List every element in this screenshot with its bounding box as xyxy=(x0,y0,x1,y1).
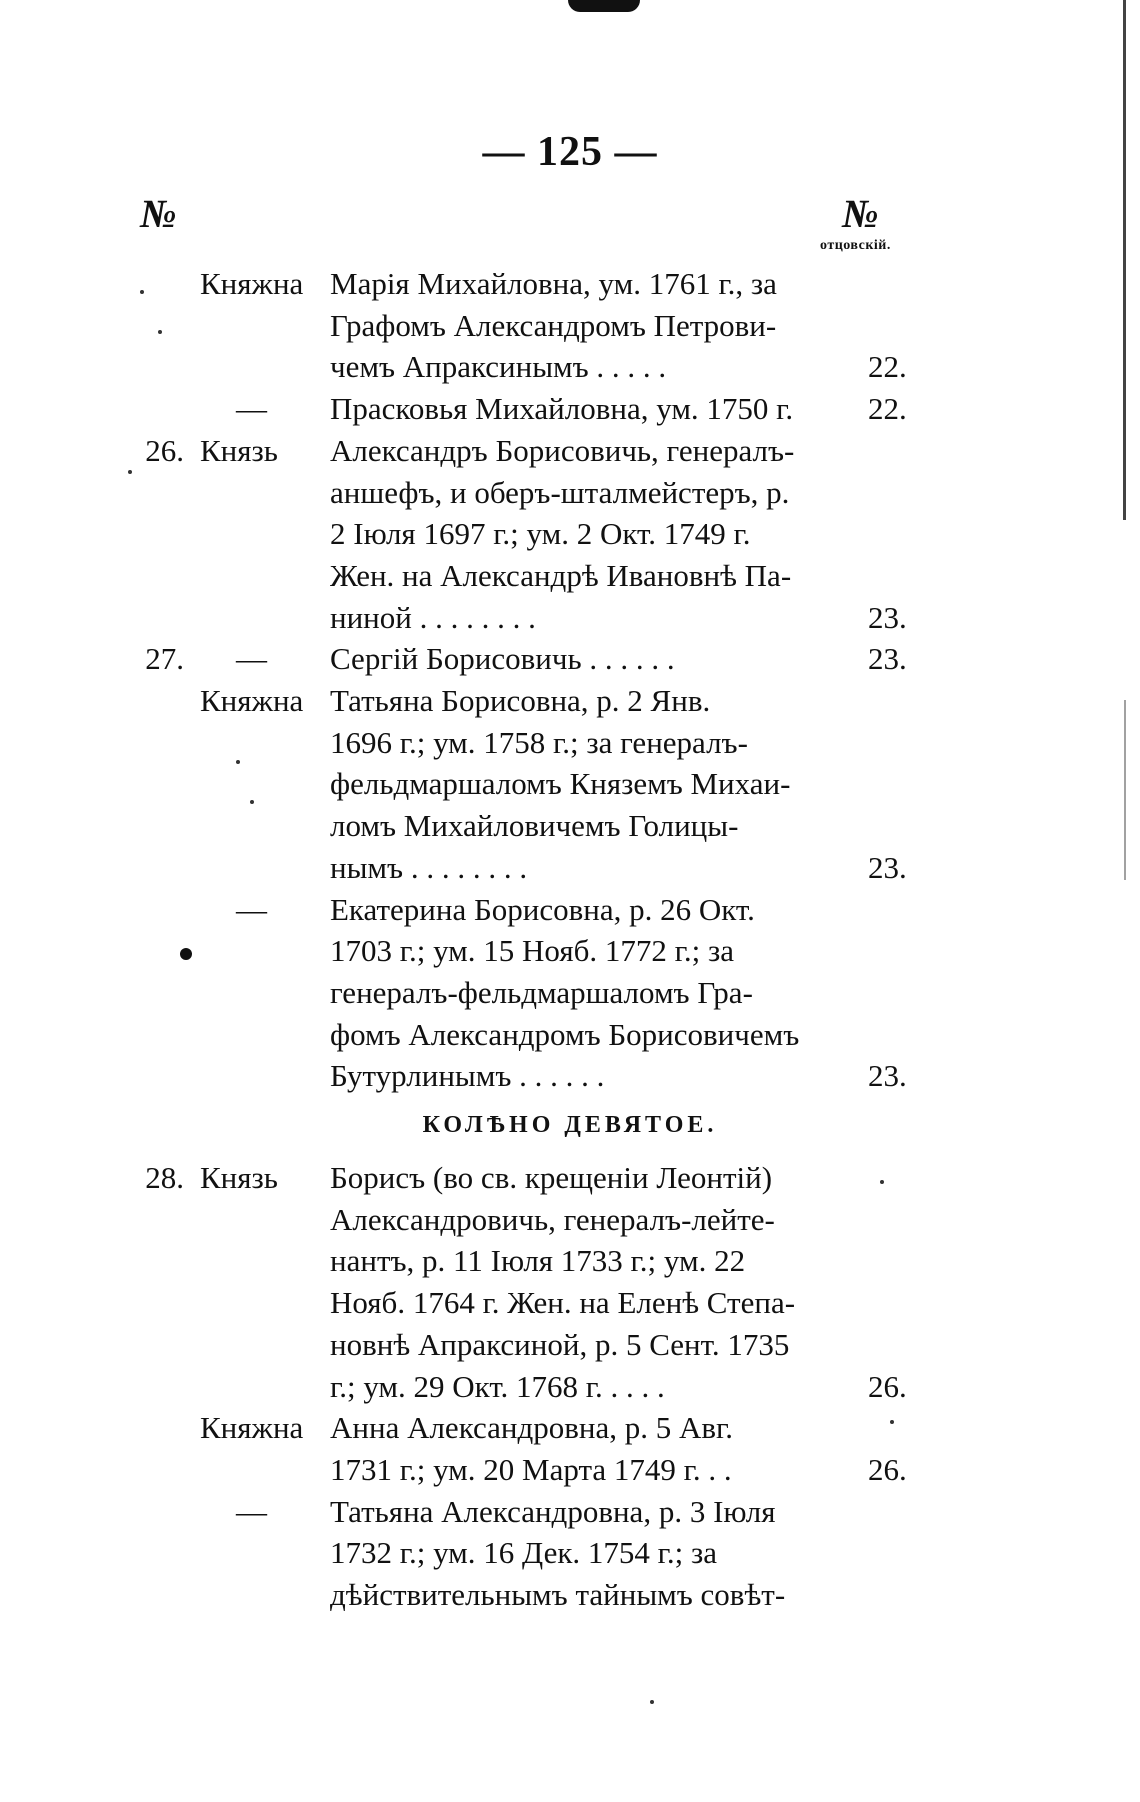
entry-text: г.; ум. 29 Окт. 1768 г. . . . . xyxy=(330,1368,665,1404)
entry-text: 1696 г.; ум. 1758 г.; за генералъ- xyxy=(330,724,748,760)
father-reference-number: 23. xyxy=(868,849,907,885)
father-reference-number: 23. xyxy=(868,599,907,635)
ditto-dash: — xyxy=(236,391,267,427)
entry-text: Графомъ Александромъ Петрови- xyxy=(330,307,777,343)
father-reference-number: 23. xyxy=(868,641,907,677)
entry-line xyxy=(0,762,1140,806)
entry-text: фельдмаршаломъ Княземъ Михаи- xyxy=(330,766,791,802)
entry-line xyxy=(0,471,1140,515)
entry-text: Прасковья Михайловна, ум. 1750 г. xyxy=(330,391,794,427)
father-reference-number: 26. xyxy=(868,1451,907,1487)
entry-line xyxy=(0,929,1140,973)
ink-speck xyxy=(250,800,254,804)
entry-line xyxy=(0,1365,1140,1409)
entry-line xyxy=(0,304,1140,348)
entry-line xyxy=(0,846,1140,890)
entry-line xyxy=(0,1406,1140,1450)
entry-text: 1731 г.; ум. 20 Марта 1749 г. . . xyxy=(330,1451,732,1487)
entry-line xyxy=(0,1490,1140,1534)
father-reference-number: 23. xyxy=(868,1058,907,1094)
entry-text: Александръ Борисовичь, генералъ- xyxy=(330,432,795,468)
entry-text: Марія Михайловна, ум. 1761 г., за xyxy=(330,266,777,301)
column-header-number-left: № xyxy=(140,191,177,236)
entry-text: 2 Іюля 1697 г.; ум. 2 Окт. 1749 г. xyxy=(330,516,751,552)
title-label: Князь xyxy=(200,1160,278,1195)
entry-line xyxy=(0,596,1140,640)
column-header-caption: отцовскій. xyxy=(820,238,891,253)
ink-speck xyxy=(236,760,240,764)
entry-line xyxy=(0,888,1140,932)
entry-text: нантъ, р. 11 Іюля 1733 г.; ум. 22 xyxy=(330,1243,746,1279)
title-label: Княжна xyxy=(200,266,304,301)
entry-text: 1703 г.; ум. 15 Нояб. 1772 г.; за xyxy=(330,933,734,969)
entry-text: нымъ . . . . . . . . xyxy=(330,849,528,885)
entry-text: Татьяна Александровна, р. 3 Іюля xyxy=(330,1493,776,1529)
father-reference-number: 26. xyxy=(868,1368,907,1404)
entry-line xyxy=(0,721,1140,765)
entry-text: Татьяна Борисовна, р. 2 Янв. xyxy=(330,683,711,718)
entry-line xyxy=(0,1323,1140,1367)
entry-text: Нояб. 1764 г. Жен. на Еленѣ Степа- xyxy=(330,1285,796,1321)
entry-line xyxy=(0,1013,1140,1057)
entry-text: 1732 г.; ум. 16 Дек. 1754 г.; за xyxy=(330,1535,717,1571)
entry-text: генералъ-фельдмаршаломъ Гра- xyxy=(330,974,753,1010)
entry-line xyxy=(0,1198,1140,1242)
father-reference-number: 22. xyxy=(868,391,907,427)
entry-line xyxy=(0,1448,1140,1492)
section-title: КОЛѢНО ДЕВЯТОЕ. xyxy=(422,1112,718,1138)
entry-line xyxy=(0,637,1140,681)
ink-speck xyxy=(140,290,144,294)
entry-line xyxy=(0,1054,1140,1098)
entry-text: Борисъ (во св. крещеніи Леонтій) xyxy=(330,1160,773,1195)
entry-line xyxy=(0,804,1140,848)
entry-text: Анна Александровна, р. 5 Авг. xyxy=(330,1410,733,1446)
entry-text: фомъ Александромъ Борисовичемъ xyxy=(330,1016,800,1052)
ink-speck xyxy=(128,470,132,474)
entry-line xyxy=(0,387,1140,431)
entry-line xyxy=(0,512,1140,556)
entry-text: дѣйствительнымъ тайнымъ совѣт- xyxy=(330,1577,786,1612)
entry-text: Сергій Борисовичь . . . . . . xyxy=(330,641,675,677)
ink-speck xyxy=(880,1180,884,1184)
entry-line xyxy=(0,971,1140,1015)
entry-text: Бутурлинымъ . . . . . . xyxy=(330,1058,605,1094)
entry-text: Александровичь, генералъ-лейте- xyxy=(330,1201,775,1237)
entry-text: чемъ Апраксинымъ . . . . . xyxy=(330,349,667,385)
entry-line xyxy=(0,1156,1140,1200)
ink-speck xyxy=(890,1420,894,1424)
title-label: Князь xyxy=(200,432,278,468)
entry-text: Екатерина Борисовна, р. 26 Окт. xyxy=(330,891,755,927)
entry-line xyxy=(0,345,1140,389)
column-header-number-right: № xyxy=(842,191,879,236)
title-label: Княжна xyxy=(200,683,304,718)
entry-line xyxy=(0,1531,1140,1575)
entry-text: ниной . . . . . . . . xyxy=(330,599,536,635)
entry-line xyxy=(0,1281,1140,1325)
ink-speck xyxy=(650,1700,654,1704)
entry-line xyxy=(0,1239,1140,1283)
entry-text: ломъ Михайловичемъ Голицы- xyxy=(330,808,739,844)
entry-line xyxy=(0,679,1140,723)
entry-line xyxy=(0,262,1140,306)
ditto-dash: — xyxy=(236,891,267,927)
title-label: Княжна xyxy=(200,1410,304,1446)
ink-speck xyxy=(158,330,162,334)
ditto-dash: — xyxy=(236,641,267,677)
father-reference-number: 22. xyxy=(868,349,907,385)
entry-line xyxy=(0,429,1140,473)
entry-text: аншефъ, и оберъ-шталмейстеръ, р. xyxy=(330,474,790,510)
entry-line xyxy=(0,554,1140,598)
page-number: — 125 — xyxy=(482,129,658,175)
entry-text: новнѣ Апраксиной, р. 5 Сент. 1735 xyxy=(330,1326,790,1362)
ditto-dash: — xyxy=(236,1493,267,1529)
generation-number: 27. xyxy=(145,641,184,677)
top-ink-mark xyxy=(568,0,640,12)
generation-number: 28. xyxy=(145,1160,184,1195)
entry-text: Жен. на Александрѣ Ивановнѣ Па- xyxy=(330,557,792,593)
generation-number: 26. xyxy=(145,432,184,468)
ink-blot xyxy=(180,948,192,960)
entry-line xyxy=(0,1573,1140,1617)
